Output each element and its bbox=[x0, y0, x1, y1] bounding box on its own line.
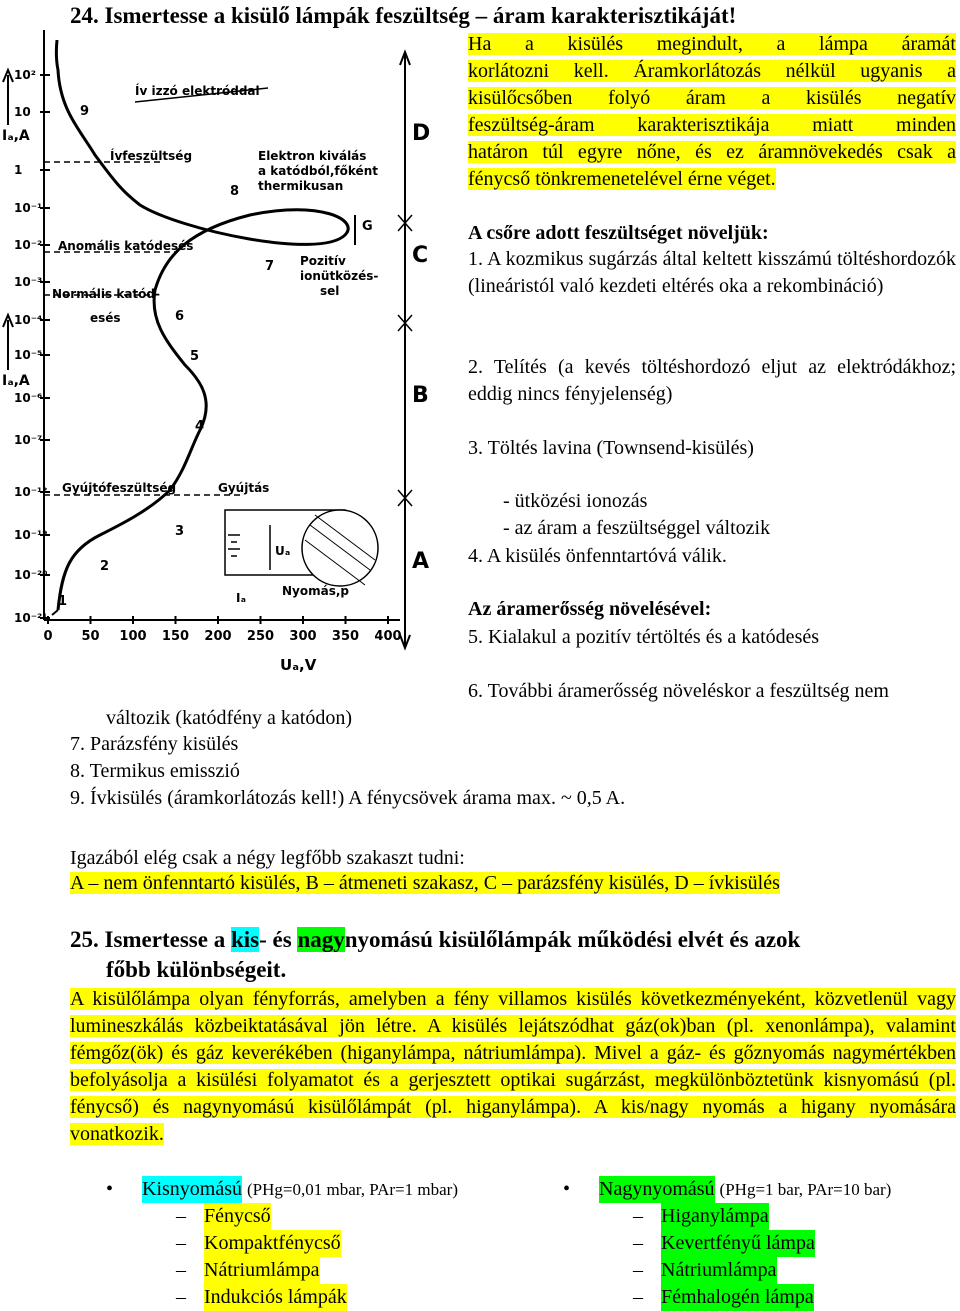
item-5: 5. Kialakul a pozitív tértöltés és a katódesés bbox=[468, 626, 820, 648]
x-tick-label: 100 bbox=[119, 629, 147, 644]
svg-text:1: 1 bbox=[58, 594, 68, 609]
y-tick-label: 10⁻²¹ bbox=[14, 611, 48, 625]
item-1: 1. A kozmikus sugárzás által keltett kisszámú töltéshordozók (lineáristól való kezdeti eltérés oka a rekombináció) bbox=[468, 248, 956, 297]
svg-text:Elektron kiválás: Elektron kiválás bbox=[258, 149, 367, 163]
y-tick-label: 10⁻² bbox=[14, 238, 43, 252]
svg-text:Normális katód-: Normális katód- bbox=[52, 287, 160, 301]
region-c-label: C bbox=[412, 243, 429, 268]
svg-text:9: 9 bbox=[80, 104, 90, 119]
y-tick-label: 10⁻⁶ bbox=[14, 391, 43, 405]
svg-text:5: 5 bbox=[190, 349, 200, 364]
svg-text:3: 3 bbox=[175, 524, 185, 539]
increase-heading: A csőre adott feszültséget növeljük: bbox=[468, 222, 769, 244]
x-tick-label: 0 bbox=[43, 629, 53, 644]
svg-text:G: G bbox=[362, 219, 373, 234]
summary-intro: Igazából elég csak a négy legfőbb szakaszt tudni: bbox=[70, 847, 465, 869]
annotation-anomal: Anomális katódesés bbox=[58, 239, 194, 253]
annotation-arc-voltage: Ívfeszültség bbox=[110, 149, 193, 163]
y-tick-label: 10⁻¹² bbox=[14, 485, 48, 499]
x-tick-label: 350 bbox=[331, 629, 360, 644]
y-tick-label: 10 bbox=[14, 105, 31, 119]
x-tick-label: 250 bbox=[246, 629, 275, 644]
low-pressure-list: • Kisnyomású (PHg=0,01 mbar, PAr=1 mbar) – Fénycső – Kompaktfénycső – Nátriumlámpa – Indukciós lámpák bbox=[106, 1176, 458, 1311]
item-3-sub-2: - az áram a feszültséggel változik bbox=[503, 517, 771, 539]
item-7: 7. Parázsfény kisülés bbox=[70, 733, 239, 755]
y-tick-label: 10⁻²⁰ bbox=[14, 568, 48, 582]
item-3-sub-1: - ütközési ionozás bbox=[503, 490, 648, 512]
item-2: 2. Telítés (a kevés töltéshordozó eljut az elektródákhoz; eddig nincs fényjelenség) bbox=[468, 356, 956, 405]
svg-text:8: 8 bbox=[230, 184, 240, 199]
y-axis-label-2: Iₐ,A bbox=[2, 373, 30, 389]
item-6: 6. További áramerősség növeléskor a feszültség nem változik (katódfény a katódon) bbox=[106, 680, 889, 729]
y-axis-label: Iₐ,A bbox=[2, 128, 30, 144]
x-tick-label: 400 bbox=[374, 629, 402, 644]
svg-text:Pozitív: Pozitív bbox=[300, 254, 346, 268]
x-tick-label: 200 bbox=[204, 629, 232, 644]
x-axis-label: Uₐ,V bbox=[280, 656, 317, 674]
question-24-title: 24. Ismertesse a kisülő lámpák feszültség – áram karakterisztikáját! bbox=[70, 3, 737, 28]
x-tick-label: 150 bbox=[161, 629, 190, 644]
svg-text:sel: sel bbox=[320, 284, 340, 298]
high-pressure-list: • Nagynyomású (PHg=1 bar, PAr=10 bar) – Higanylámpa – Kevertfényű lámpa – Nátriumlámpa – Fémhalogén lámpa bbox=[563, 1176, 891, 1311]
svg-text:ionütközés-: ionütközés- bbox=[300, 269, 379, 283]
question-25-title: 25. Ismertesse a kis- és nagynyomású kisülőlámpák működési elvét és azok bbox=[70, 927, 801, 952]
svg-text:6: 6 bbox=[175, 309, 185, 324]
region-d-label: D bbox=[412, 121, 431, 146]
current-heading: Az áramerősség növelésével: bbox=[468, 598, 712, 620]
y-tick-label: 10⁻¹⁹ bbox=[14, 528, 48, 542]
x-tick-label: 300 bbox=[289, 629, 317, 644]
y-tick-label: 10⁻³ bbox=[14, 275, 43, 289]
svg-text:esés: esés bbox=[90, 311, 121, 325]
annotation-ignition: Gyújtás bbox=[218, 481, 270, 495]
item-4: 4. A kisülés önfenntartóvá válik. bbox=[468, 545, 727, 567]
x-tick-label: 50 bbox=[81, 629, 100, 644]
characteristic-curve bbox=[56, 40, 348, 610]
summary: A – nem önfenntartó kisülés, B – átmeneti szakasz, C – parázsfény kisülés, D – ívkisülés bbox=[70, 872, 780, 894]
question-25-title-line2: főbb különbségeit. bbox=[106, 957, 287, 982]
svg-text:Iₐ: Iₐ bbox=[236, 591, 246, 605]
item-9: 9. Ívkisülés (áramkorlátozás kell!) A fénycsövek árama max. ~ 0,5 A. bbox=[70, 787, 626, 809]
y-tick-label: 10⁻⁷ bbox=[14, 433, 43, 447]
item-8: 8. Termikus emisszió bbox=[70, 760, 240, 782]
voltage-current-diagram bbox=[0, 30, 450, 690]
bullet-icon: • bbox=[563, 1178, 571, 1200]
y-tick-label: 10² bbox=[14, 68, 36, 82]
svg-text:7: 7 bbox=[265, 259, 275, 274]
bullet-icon: • bbox=[106, 1178, 114, 1200]
annotation-ignition-voltage: Gyújtófeszültség bbox=[62, 481, 177, 495]
svg-text:4: 4 bbox=[195, 419, 205, 434]
svg-text:thermikusan: thermikusan bbox=[258, 179, 344, 193]
y-tick-label: 10⁻¹ bbox=[14, 201, 43, 215]
y-tick-label: 10⁻⁴ bbox=[14, 313, 43, 327]
region-b-label: B bbox=[412, 383, 429, 408]
svg-text:a katódból,főként: a katódból,főként bbox=[258, 164, 378, 178]
item-3: 3. Töltés lavina (Townsend-kisülés) bbox=[468, 437, 754, 459]
y-tick-label: 10⁻⁵ bbox=[14, 348, 43, 362]
y-tick-label: 1 bbox=[14, 163, 23, 177]
annotation-arc: Ív izzó elektróddal bbox=[135, 84, 260, 98]
svg-text:Uₐ: Uₐ bbox=[275, 544, 291, 558]
q25-body: A kisülőlámpa olyan fényforrás, amelyben a fény villamos kisülés következményeként, közvetlenül vagy lumineszkálás közbeiktatásával jön létre. A kisülés lejátszódhat gáz(ok)ban (pl. xenonlámpa), valamint fémgőz(ök) és gáz keverékében (higanylámpa, nátriumlámpa). Mivel a gáz- és gőznyomás nagymértékben befolyásolja a kisülési folyamatot és a gerjesztett optikai sugárzást, megkülönböztetünk kisnyomású (pl. fénycső) és nagynyomású kisülőlámpát (pl. higanylámpa). A kis/nagy nyomás a higany nyomására vonatkozik. bbox=[70, 988, 956, 1145]
svg-text:2: 2 bbox=[100, 559, 110, 574]
annotation-pressure: Nyomás,p bbox=[282, 584, 350, 598]
region-a-label: A bbox=[412, 549, 430, 574]
